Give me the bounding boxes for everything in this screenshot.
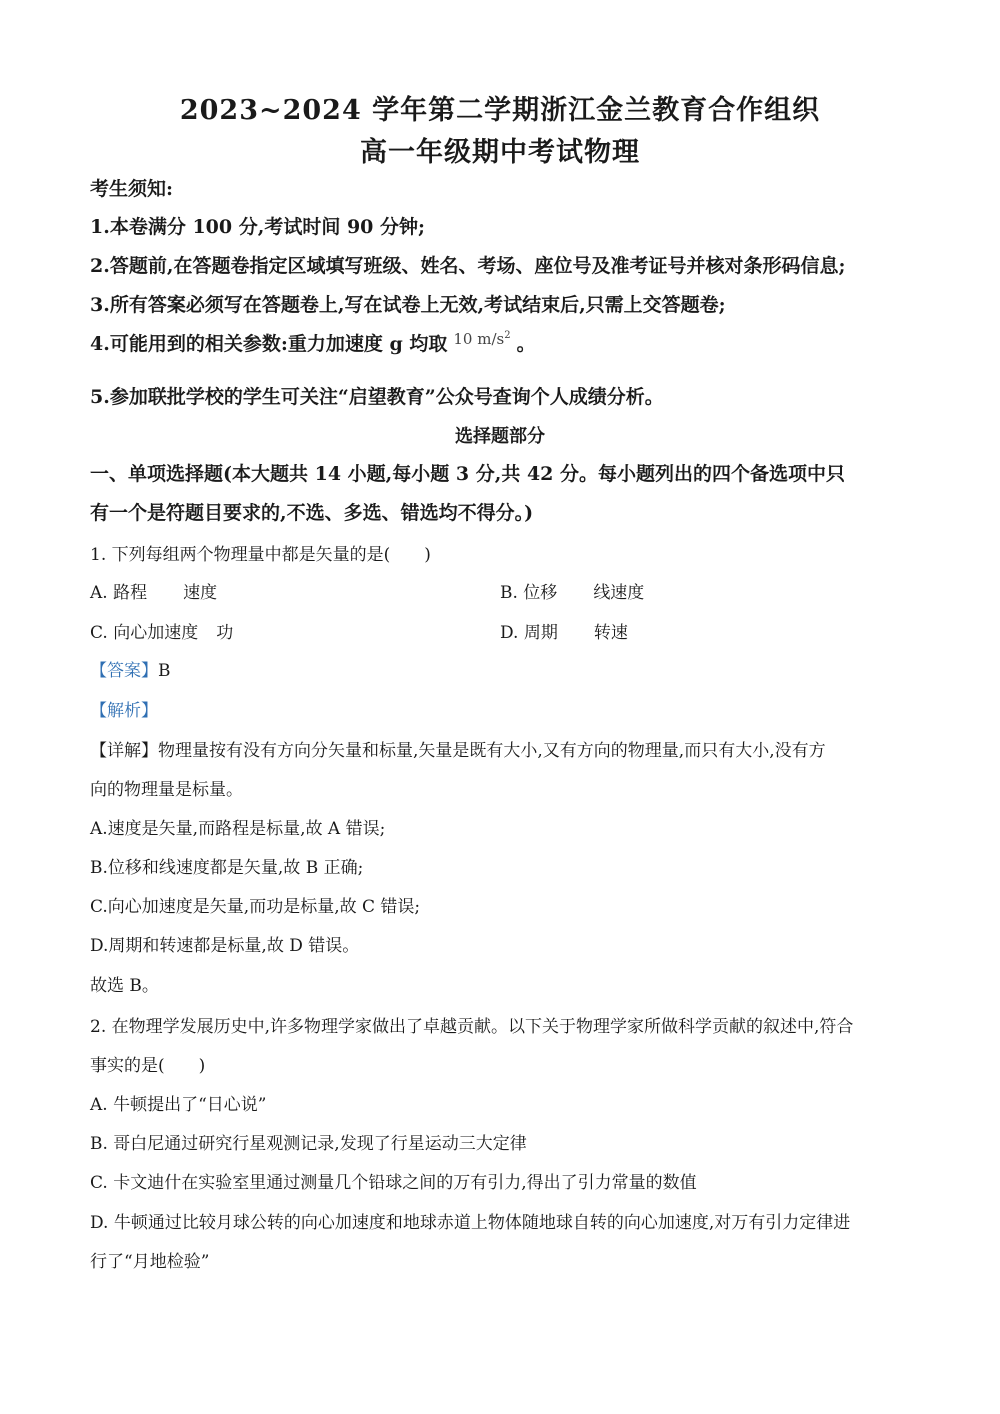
q2-option-c: C. 卡文迪什在实验室里通过测量几个铅球之间的万有引力,得出了引力常量的数值	[90, 1173, 697, 1193]
q1-analysis	[90, 696, 158, 721]
q1-option-c-label: C. 向心加速度	[90, 623, 199, 643]
notice-item-5: 5.参加联批学校的学生可关注“启望教育”公众号查询个人成绩分析。	[90, 386, 664, 408]
q2-stem-line2: 事实的是( )	[90, 1056, 206, 1076]
part-title: 选择题部分	[455, 426, 545, 447]
q1-conclusion: 故选 B。	[90, 976, 159, 996]
section-heading-line1: 一、单项选择题(本大题共 14 小题,每小题 3 分,共 42 分。每小题列出的四个备选项中只	[90, 463, 846, 485]
q1-option-d-label: D. 周期	[500, 623, 558, 643]
q2-option-d-line2: 行了“月地检验”	[90, 1252, 210, 1272]
analysis-tag: 【解析】	[90, 701, 158, 721]
q1-option-a	[90, 578, 217, 603]
notice-heading: 考生须知:	[90, 178, 174, 200]
q1-option-c	[90, 618, 233, 643]
q1-option-d	[500, 618, 628, 643]
q1-option-b	[500, 578, 644, 603]
notice-item-2: 2.答题前,在答题卷指定区域填写班级、姓名、考场、座位号及准考证号并核对条形码信息;	[90, 255, 846, 277]
answer-tag: 【答案】	[90, 661, 158, 681]
notice-item-4	[90, 329, 536, 356]
q2-option-d-line1: D. 牛顿通过比较月球公转的向心加速度和地球赤道上物体随地球自转的向心加速度,对万有引力定律进	[90, 1213, 851, 1233]
q1-detail-c: C.向心加速度是矢量,而功是标量,故 C 错误;	[90, 897, 421, 917]
exam-title-line2: 高一年级期中考试物理	[360, 137, 640, 168]
q1-detail-d: D.周期和转速都是标量,故 D 错误。	[90, 936, 360, 956]
notice-item-4-text: 4.可能用到的相关参数:重力加速度 g 均取	[90, 333, 448, 355]
acceleration-unit-exponent: 2	[504, 330, 511, 341]
q2-option-b: B. 哥白尼通过研究行星观测记录,发现了行星运动三大定律	[90, 1134, 527, 1154]
q1-detail-a: A.速度是矢量,而路程是标量,故 A 错误;	[90, 819, 386, 839]
section-heading-line2: 有一个是符题目要求的,不选、多选、错选均不得分。)	[90, 502, 534, 524]
q1-stem: 1. 下列每组两个物理量中都是矢量的是( )	[90, 545, 431, 565]
exam-title-line1: 2023~2024 学年第二学期浙江金兰教育合作组织	[179, 95, 821, 126]
q2-stem-line1: 2. 在物理学发展历史中,许多物理学家做出了卓越贡献。以下关于物理学家所做科学贡献的叙述中,符合	[90, 1017, 854, 1037]
acceleration-unit	[453, 330, 510, 348]
q1-detail-b: B.位移和线速度都是矢量,故 B 正确;	[90, 858, 364, 878]
q1-option-c-value: 功	[216, 623, 234, 643]
q1-detail-line1: 【详解】物理量按有没有方向分矢量和标量,矢量是既有大小,又有方向的物理量,而只有大小,没有方	[90, 741, 826, 761]
q1-detail-line2: 向的物理量是标量。	[90, 780, 243, 800]
q1-option-d-value: 转速	[593, 623, 628, 643]
answer-value: B	[158, 661, 171, 681]
q1-option-a-label: A. 路程	[90, 583, 148, 603]
q1-option-b-value: 线速度	[593, 583, 645, 603]
notice-item-1: 1.本卷满分 100 分,考试时间 90 分钟;	[90, 216, 426, 238]
notice-item-4-end: 。	[516, 333, 536, 355]
notice-item-3: 3.所有答案必须写在答题卷上,写在试卷上无效,考试结束后,只需上交答题卷;	[90, 294, 726, 316]
q1-option-a-value: 速度	[183, 583, 218, 603]
q1-answer	[90, 656, 171, 681]
q1-option-b-label: B. 位移	[500, 583, 558, 603]
acceleration-unit-main: 10 m/s	[453, 330, 505, 348]
q2-option-a: A. 牛顿提出了“日心说”	[90, 1095, 267, 1115]
